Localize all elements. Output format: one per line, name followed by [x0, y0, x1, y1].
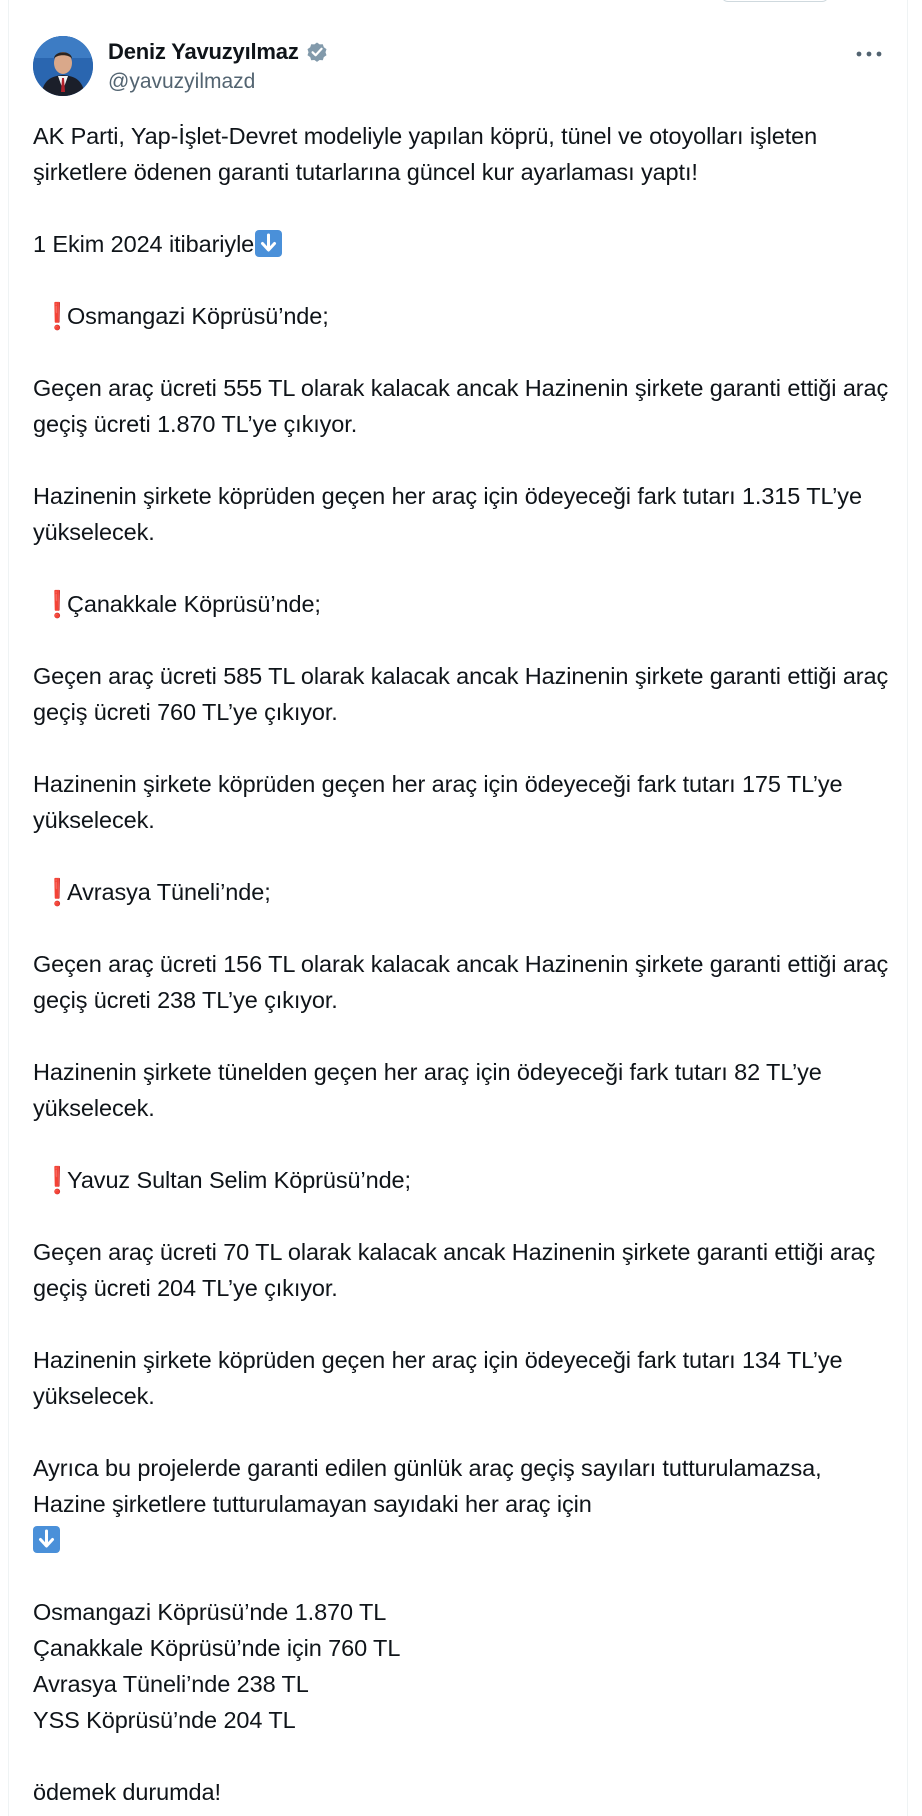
author-names	[108, 38, 329, 94]
down-arrow-emoji-icon	[33, 1526, 60, 1553]
section-heading-text: Yavuz Sultan Selim Köprüsü’nde;	[67, 1167, 411, 1193]
author-display-name[interactable]: Deniz Yavuzyılmaz	[108, 39, 299, 64]
more-options-icon[interactable]	[853, 42, 885, 66]
section-heading	[33, 1162, 893, 1198]
section-line: Hazinenin şirkete köprüden geçen her araç için ödeyeceği fark tutarı 134 TL’ye yükselecek.	[33, 1347, 843, 1409]
section-heading-text: Çanakkale Köprüsü’nde;	[67, 591, 321, 617]
tweet-text	[33, 118, 893, 1810]
date-line	[33, 226, 893, 262]
section-line: Hazinenin şirkete köprüden geçen her araç için ödeyeceği fark tutarı 1.315 TL’ye yükselecek.	[33, 483, 862, 545]
section-heading-text: Osmangazi Köprüsü’nde;	[67, 303, 329, 329]
verified-badge-icon	[305, 40, 329, 64]
section-heading	[33, 298, 893, 334]
section-heading	[33, 586, 893, 622]
closing-line: ödemek durumda!	[33, 1779, 221, 1805]
also-paragraph: Ayrıca bu projelerde garanti edilen günlük araç geçiş sayıları tutturulamazsa, Hazine şirketlere tutturulamayan sayıdaki her araç için	[33, 1455, 822, 1517]
red-exclamation-icon: ❗	[41, 877, 74, 907]
avatar[interactable]	[33, 36, 93, 96]
section-heading	[33, 874, 893, 910]
red-exclamation-icon: ❗	[41, 301, 74, 331]
section-line: Hazinenin şirkete köprüden geçen her araç için ödeyeceği fark tutarı 175 TL’ye yükselecek.	[33, 771, 843, 833]
list-item: Çanakkale Köprüsü’nde için 760 TL	[33, 1635, 401, 1661]
section-line: Geçen araç ücreti 585 TL olarak kalacak ancak Hazinenin şirkete garanti ettiği araç geçiş ücreti 760 TL’ye çıkıyor.	[33, 663, 889, 725]
arrow-line	[33, 1522, 893, 1558]
red-exclamation-icon: ❗	[41, 1165, 74, 1195]
section-line: Geçen araç ücreti 156 TL olarak kalacak ancak Hazinenin şirkete garanti ettiği araç geçiş ücreti 238 TL’ye çıkıyor.	[33, 951, 889, 1013]
tweet-header	[33, 36, 893, 100]
list-item: Osmangazi Köprüsü’nde 1.870 TL	[33, 1599, 387, 1625]
section-heading-text: Avrasya Tüneli’nde;	[67, 879, 271, 905]
section-line: Hazinenin şirkete tünelden geçen her araç için ödeyeceği fark tutarı 82 TL’ye yükselecek.	[33, 1059, 822, 1121]
list-item: YSS Köprüsü’nde 204 TL	[33, 1707, 296, 1733]
date-line-text: 1 Ekim 2024 itibariyle	[33, 231, 255, 257]
section-line: Geçen araç ücreti 555 TL olarak kalacak ancak Hazinenin şirkete garanti ettiği araç geçiş ücreti 1.870 TL’ye çıkıyor.	[33, 375, 889, 437]
tweet-card	[8, 0, 908, 1816]
tweet-intro: AK Parti, Yap-İşlet-Devret modeliyle yapılan köprü, tünel ve otoyolları işleten şirketlere ödenen garanti tutarlarına güncel kur ayarlaması yaptı!	[33, 123, 818, 185]
section-line: Geçen araç ücreti 70 TL olarak kalacak ancak Hazinenin şirkete garanti ettiği araç geçiş ücreti 204 TL’ye çıkıyor.	[33, 1239, 876, 1301]
red-exclamation-icon: ❗	[41, 589, 74, 619]
author-handle[interactable]: @yavuzyilmazd	[108, 70, 256, 93]
top-pill-button[interactable]	[721, 0, 829, 2]
list-item: Avrasya Tüneli’nde 238 TL	[33, 1671, 309, 1697]
down-arrow-emoji-icon	[255, 230, 282, 257]
